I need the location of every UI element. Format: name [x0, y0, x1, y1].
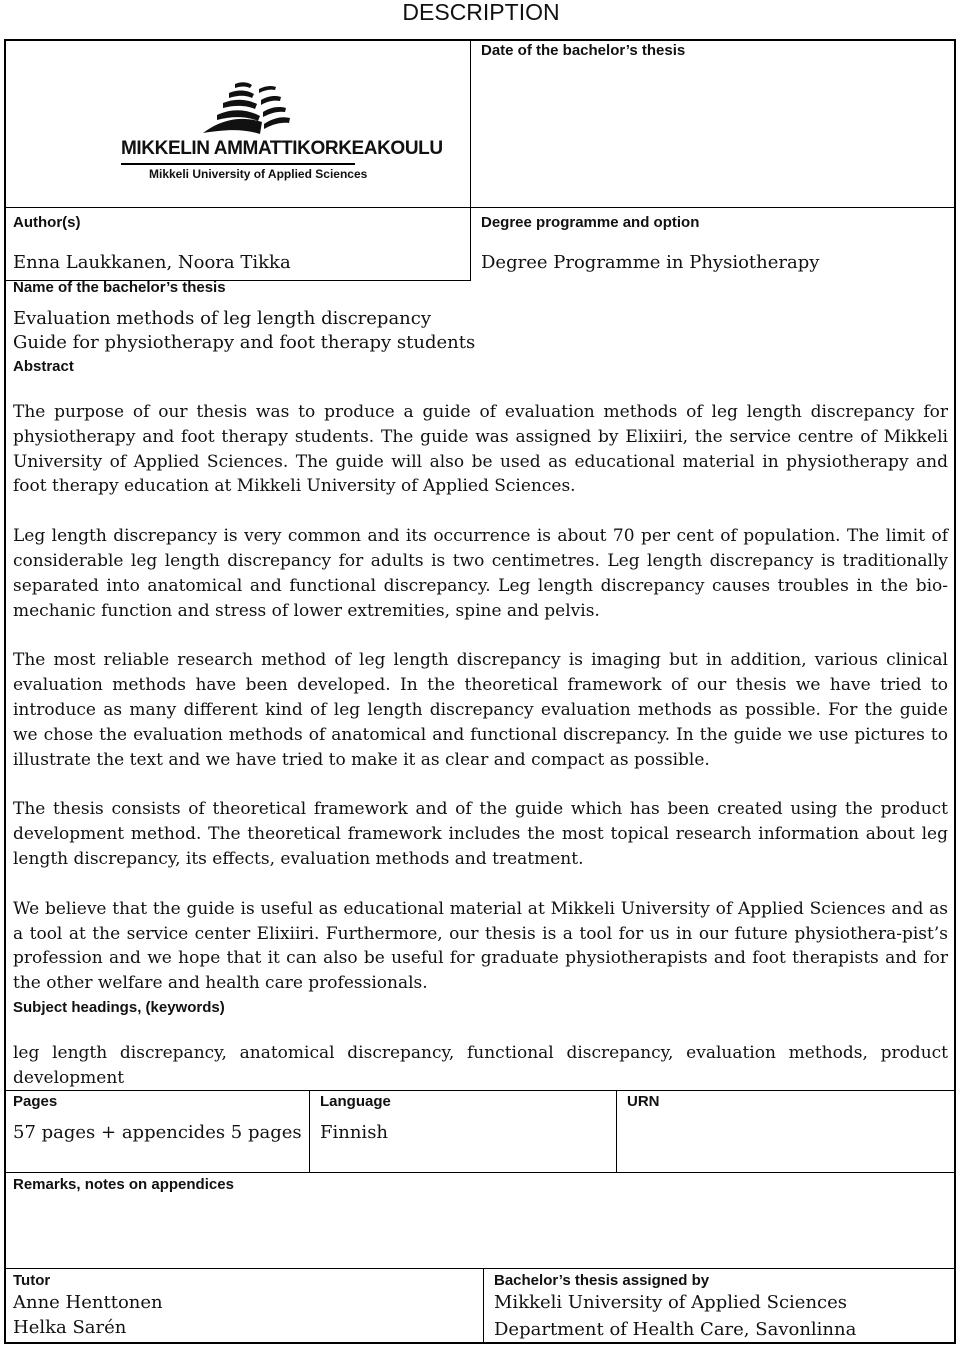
- language-label: Language: [320, 1093, 391, 1110]
- abstract-paragraph: We believe that the guide is useful as educational material at Mikkeli University of Applied Sciences and as a tool at the service center Elixiiri. Furthermore, our thesis is a tool for us in our future physiothera-pist’s profession and we hope that it can also be useful for graduate physiotherapists and foot therapists and for the other welfare and health care professionals.: [13, 898, 948, 994]
- assigned-by-label: Bachelor’s thesis assigned by: [494, 1272, 710, 1289]
- tutor-name: Helka Sarén: [13, 1317, 127, 1338]
- thesis-name-line: Guide for physiotherapy and foot therapy students: [13, 332, 476, 353]
- tutor-label: Tutor: [13, 1272, 51, 1289]
- language-value: Finnish: [320, 1122, 389, 1143]
- date-label: Date of the bachelor’s thesis: [481, 42, 686, 59]
- urn-label: URN: [627, 1093, 660, 1110]
- logo-emblem-icon: [119, 76, 359, 136]
- thesis-name-line: Evaluation methods of leg length discrepancy: [13, 308, 432, 329]
- abstract-body: [13, 400, 948, 996]
- authors-value: Enna Laukkanen, Noora Tikka: [13, 252, 291, 273]
- keywords-label: Subject headings, (keywords): [13, 999, 225, 1016]
- university-logo: [119, 76, 443, 186]
- abstract-paragraph: The thesis consists of theoretical framework and of the guide which has been created using the product development method. The theoretical framework includes the most topical research information about leg length discrepancy, its effects, evaluation methods and treatment.: [13, 799, 948, 869]
- logo-subtitle: Mikkeli University of Applied Sciences: [149, 167, 368, 181]
- pages-value: 57 pages + appencides 5 pages: [13, 1122, 302, 1143]
- tutor-name: Anne Henttonen: [13, 1292, 163, 1313]
- keywords-value: leg length discrepancy, anatomical discrepancy, functional discrepancy, evaluation methods, product development: [13, 1043, 948, 1088]
- degree-label: Degree programme and option: [481, 214, 700, 231]
- abstract-paragraph: The most reliable research method of leg length discrepancy is imaging but in addition, various clinical evaluation methods have been developed. In the theoretical framework of our thesis we have tried to introduce as many different kind of leg length discrepancy evaluation methods as possible. For the guide we chose the evaluation methods of anatomical and functional discrepancy. In the guide we use pictures to illustrate the text and we have tried to make it as clear and compact as possible.: [13, 650, 948, 770]
- page-title: DESCRIPTION: [402, 0, 560, 25]
- abstract-label: Abstract: [13, 358, 74, 375]
- degree-value: Degree Programme in Physiotherapy: [481, 252, 820, 273]
- abstract-paragraph: The purpose of our thesis was to produce a guide of evaluation methods of leg length discrepancy for physiotherapy and foot therapy students. The guide was assigned by Elixiiri, the service centre of Mikkeli University of Applied Sciences. The guide will also be used as educational material in physiotherapy and foot therapy education at Mikkeli University of Applied Sciences.: [13, 402, 948, 497]
- remarks-label: Remarks, notes on appendices: [13, 1176, 234, 1193]
- pages-label: Pages: [13, 1093, 58, 1110]
- assigned-by-line: Mikkeli University of Applied Sciences: [494, 1292, 848, 1313]
- assigned-by-line: Department of Health Care, Savonlinna: [494, 1319, 857, 1340]
- abstract-paragraph: Leg length discrepancy is very common and its occurrence is about 70 per cent of population. The limit of considerable leg length discrepancy for adults is two centimetres. Leg length discrepancy is traditionally separated into anatomical and functional discrepancy. Leg length discrepancy causes troubles in the bio-mechanic function and stress of lower extremities, spine and pelvis.: [13, 526, 948, 621]
- authors-label: Author(s): [13, 214, 81, 231]
- thesis-name-label: Name of the bachelor’s thesis: [13, 279, 226, 296]
- logo-name: MIKKELIN AMMATTIKORKEAKOULU: [121, 138, 443, 159]
